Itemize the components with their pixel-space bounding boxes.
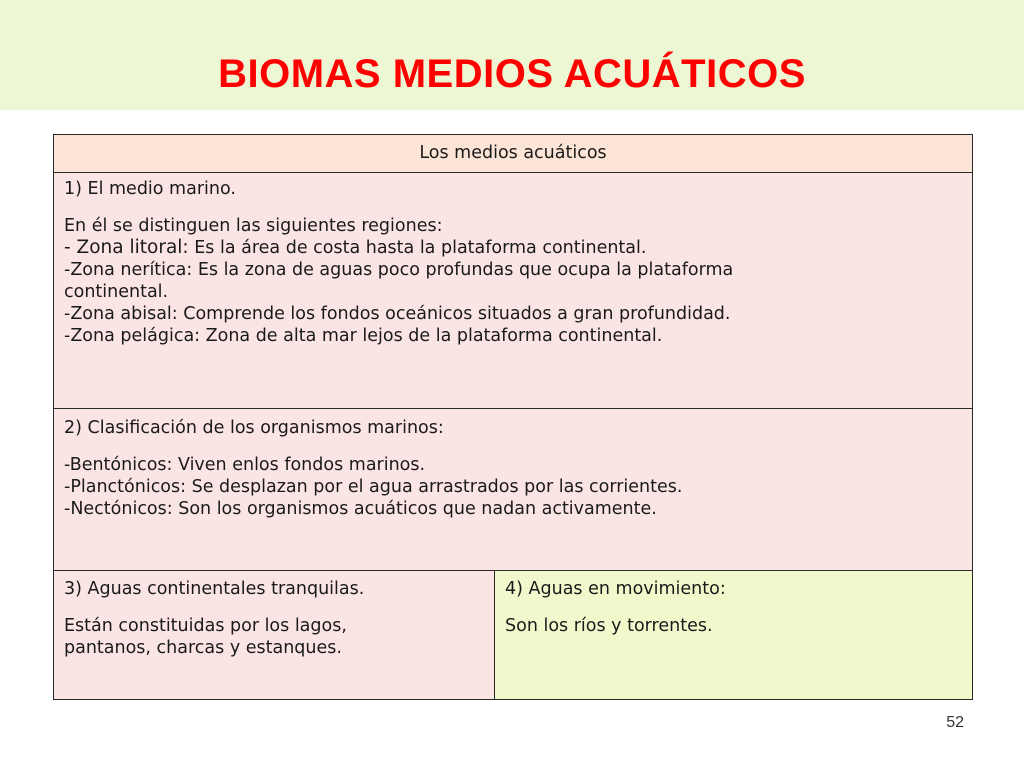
continental-heading: 3) Aguas continentales tranquilas. <box>64 579 365 599</box>
planctonicos: -Planctónicos: Se desplazan por el agua arrastrados por las corrientes. <box>64 477 683 497</box>
table-header <box>54 135 972 173</box>
bottom-row <box>54 571 972 699</box>
slide-title: BIOMAS MEDIOS ACUÁTICOS <box>218 52 806 96</box>
nectonicos: -Nectónicos: Son los organismos acuáticos que nadan activamente. <box>64 499 657 519</box>
zona-litoral-text: Es la área de costa hasta la plataforma continental. <box>188 238 647 258</box>
zona-abisal: -Zona abisal: Comprende los fondos oceánicos situados a gran profundidad. <box>64 304 731 324</box>
marine-heading: 1) El medio marino. <box>64 179 236 199</box>
moving-text: Son los ríos y torrentes. <box>505 616 713 636</box>
zona-litoral <box>64 237 962 259</box>
moving-heading: 4) Aguas en movimiento: <box>505 579 726 599</box>
aquatic-media-table <box>53 134 973 700</box>
organisms-heading: 2) Clasificación de los organismos marinos: <box>64 418 444 438</box>
continental-waters-cell <box>54 571 495 699</box>
zona-pelagica: -Zona pelágica: Zona de alta mar lejos de la plataforma continental. <box>64 326 663 346</box>
marine-intro: En él se distinguen las siguientes regiones: <box>64 216 443 236</box>
zona-litoral-label: - Zona litoral: <box>64 237 189 258</box>
bentonicos: -Bentónicos: Viven enlos fondos marinos. <box>64 455 426 475</box>
continental-line1: Están constituidas por los lagos, <box>64 616 347 636</box>
marine-environment-cell <box>54 173 972 409</box>
continental-line2: pantanos, charcas y estanques. <box>64 638 342 658</box>
moving-waters-cell <box>495 571 972 699</box>
page-number: 52 <box>946 714 964 731</box>
zona-neritica-line1: -Zona nerítica: Es la zona de aguas poco profundas que ocupa la plataforma <box>64 260 734 280</box>
zona-neritica-line2: continental. <box>64 282 169 302</box>
table-header-label: Los medios acuáticos <box>419 143 607 163</box>
marine-organisms-cell <box>54 409 972 571</box>
